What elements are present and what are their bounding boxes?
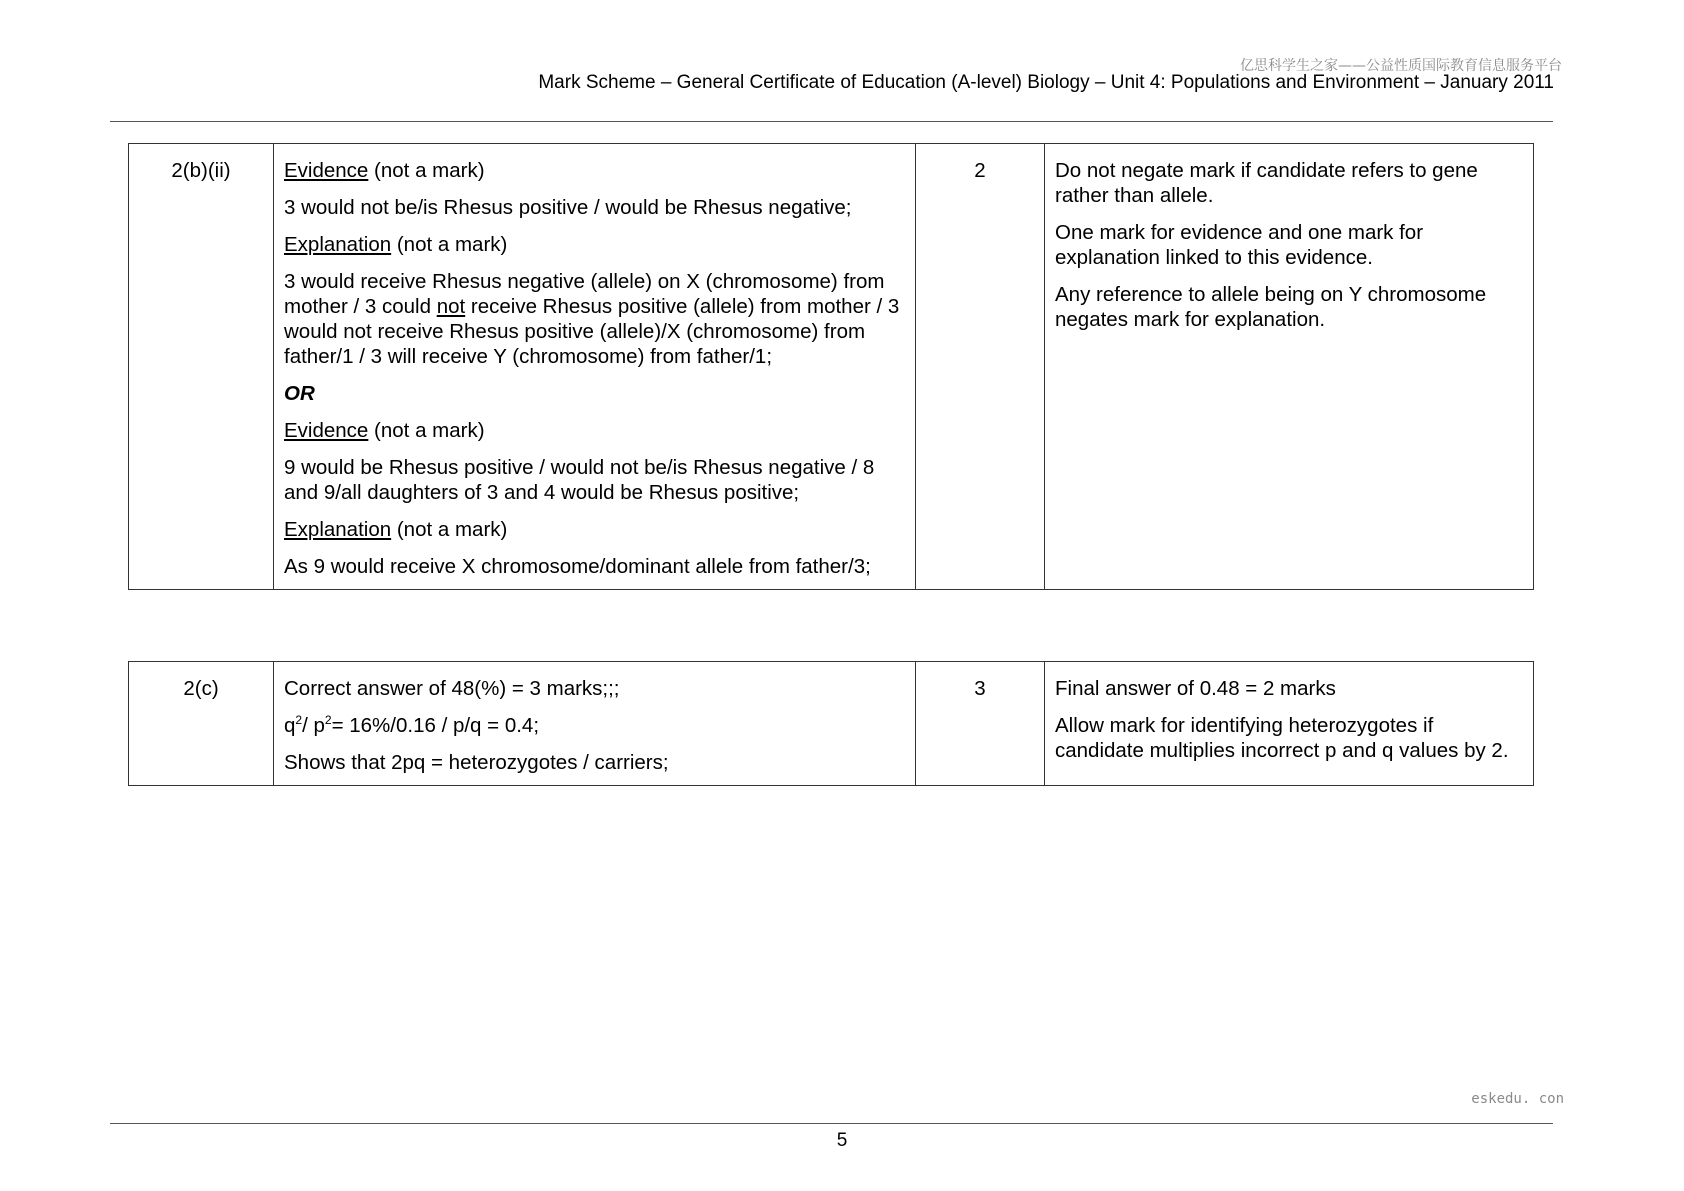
evidence-heading: Evidence (not a mark): [284, 159, 485, 182]
or-separator: OR: [284, 382, 315, 405]
guidance-item: Allow mark for identifying heterozygotes if candidate multiplies incorrect p and q values by 2.: [1055, 714, 1509, 762]
answer-cell: [274, 662, 916, 786]
answer-line-equation: $q^2/$ $p^2= 16\%/0.16 / p/q = 0.4$;: [284, 713, 540, 737]
question-number: 2(b)(ii): [129, 144, 274, 590]
guidance-cell: [1045, 144, 1534, 590]
question-number: 2(c): [129, 662, 274, 786]
marks-cell: 2: [916, 144, 1045, 590]
answer-line: Shows that 2pq = heterozygotes / carriers;: [284, 751, 669, 774]
mark-scheme-table-2c: [128, 661, 1534, 786]
answer-cell: [274, 144, 916, 590]
footer-rule: [110, 1123, 1553, 1124]
mark-scheme-table-2b-ii: [128, 143, 1534, 590]
footer-watermark: eskedu. con: [1471, 1091, 1564, 1107]
guidance-item: Any reference to allele being on Y chromosome negates mark for explanation.: [1055, 283, 1487, 331]
header-watermark: 亿思科学生之家——公益性质国际教育信息服务平台: [1240, 58, 1562, 74]
header-rule: [110, 121, 1553, 122]
explanation-text: As 9 would receive X chromosome/dominant allele from father/3;: [284, 555, 871, 578]
guidance-item: One mark for evidence and one mark for explanation linked to this evidence.: [1055, 221, 1424, 269]
marks-cell: 3: [916, 662, 1045, 786]
explanation-heading: Explanation (not a mark): [284, 518, 508, 541]
table-row: [129, 662, 1534, 786]
guidance-cell: [1045, 662, 1534, 786]
explanation-heading: Explanation (not a mark): [284, 233, 508, 256]
guidance-item: Final answer of 0.48 = 2 marks: [1055, 677, 1336, 700]
table-row: [129, 144, 1534, 590]
header-title: Mark Scheme – General Certificate of Education (A-level) Biology – Unit 4: Populations and Environment – January 2011: [538, 72, 1554, 93]
guidance-item: Do not negate mark if candidate refers to gene rather than allele.: [1055, 159, 1478, 207]
evidence-text: 3 would not be/is Rhesus positive / would be Rhesus negative;: [284, 196, 852, 219]
evidence-heading: Evidence (not a mark): [284, 419, 485, 442]
explanation-text: 3 would receive Rhesus negative (allele) on X (chromosome) from mother / 3 could not receive Rhesus positive (allele) from mother / 3 would not receive Rhesus positive (allele)/X (chromosome) from father/1 / 3 will receive Y (chromosome) from father/1;: [284, 270, 900, 368]
page-number: 5: [836, 1130, 848, 1151]
answer-line: Correct answer of 48(%) = 3 marks;;;: [284, 677, 620, 700]
evidence-text: 9 would be Rhesus positive / would not be/is Rhesus negative / 8 and 9/all daughters of 3 and 4 would be Rhesus positive;: [284, 456, 875, 504]
